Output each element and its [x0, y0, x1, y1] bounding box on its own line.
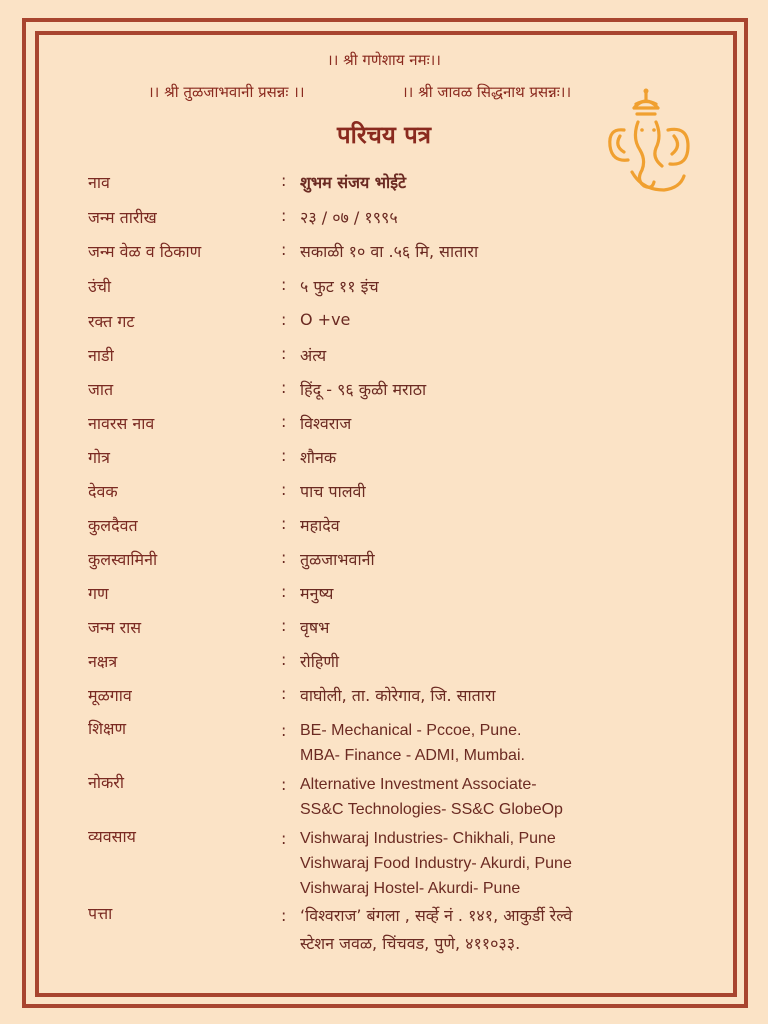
field-separator: : [281, 582, 287, 601]
education-line: BE- Mechanical - Pccoe, Pune. [300, 722, 522, 739]
field-value: महादेव [300, 516, 340, 535]
field-separator: : [281, 275, 287, 294]
business-line: Vishwaraj Industries- Chikhali, Pune [300, 830, 556, 847]
address-line: ‘विश्वराज’ बंगला , सर्व्हे नं . १४१, आकुर्डी रेल्वे [300, 906, 573, 925]
field-value [300, 826, 572, 901]
field-separator: : [281, 310, 287, 329]
field-separator: : [281, 616, 287, 635]
job-line: SS&C Technologies- SS&C GlobeOp [300, 801, 563, 818]
field-value: O +ve [300, 310, 351, 329]
field-label: रक्त गट [88, 312, 135, 331]
field-value: वृषभ [300, 618, 330, 637]
field-value: मनुष्य [300, 584, 334, 603]
blessing-siddhanath: ।। श्री जावळ सिद्धनाथ प्रसन्नः।। [402, 83, 572, 101]
business-line: Vishwaraj Food Industry- Akurdi, Pune [300, 855, 572, 872]
field-label: व्यवसाय [88, 827, 136, 846]
education-line: MBA- Finance - ADMI, Mumbai. [300, 747, 525, 764]
field-separator: : [281, 378, 287, 397]
field-separator: : [281, 344, 287, 363]
field-separator: : [281, 548, 287, 567]
field-value: विश्वराज [300, 414, 352, 433]
field-label: मूळगाव [88, 686, 132, 705]
ganesh-icon [602, 86, 698, 198]
field-value: २३ / ०७ / १९९५ [300, 208, 398, 227]
field-label: पत्ता [88, 904, 113, 923]
field-value: शुभम संजय भोईटे [300, 173, 407, 192]
blessing-tuljabhavani: ।। श्री तुळजाभवानी प्रसन्नः ।। [148, 83, 305, 101]
field-value [300, 772, 563, 822]
field-separator: : [281, 171, 287, 190]
field-value [300, 718, 525, 768]
field-value: रोहिणी [300, 652, 340, 671]
field-separator: : [281, 206, 287, 225]
field-separator: : [281, 412, 287, 431]
field-label: गण [88, 584, 109, 603]
field-value: सकाळी १० वा .५६ मि, सातारा [300, 242, 479, 261]
field-value: अंत्य [300, 346, 327, 365]
field-value: ५ फुट ११ इंच [300, 277, 379, 296]
field-value: पाच पालवी [300, 482, 366, 501]
field-label: नक्षत्र [88, 652, 118, 671]
field-separator: : [281, 650, 287, 669]
field-label: नोकरी [88, 773, 125, 792]
field-label: जन्म वेळ व ठिकाण [88, 242, 202, 261]
blessing-ganesh: ।। श्री गणेशाय नमः।। [327, 51, 441, 69]
field-separator: : [281, 775, 287, 794]
address-line: स्टेशन जवळ, चिंचवड, पुणे, ४११०३३. [300, 934, 521, 953]
field-value: तुळजाभवानी [300, 550, 375, 569]
field-label: उंची [88, 277, 112, 296]
field-value: हिंदू - ९६ कुळी मराठा [300, 380, 427, 399]
field-separator: : [281, 514, 287, 533]
field-separator: : [281, 240, 287, 259]
field-label: जात [88, 380, 114, 399]
field-separator: : [281, 721, 287, 740]
field-label: नाव [88, 173, 110, 192]
field-separator: : [281, 446, 287, 465]
field-label: कुलस्वामिनी [88, 550, 158, 569]
field-label: जन्म रास [88, 618, 142, 637]
field-label: नावरस नाव [88, 414, 155, 433]
field-label: गोत्र [88, 448, 110, 467]
business-line: Vishwaraj Hostel- Akurdi- Pune [300, 880, 521, 897]
field-separator: : [281, 906, 287, 925]
field-label: जन्म तारीख [88, 208, 157, 227]
field-separator: : [281, 829, 287, 848]
field-value: वाघोली, ता. कोरेगाव, जि. सातारा [300, 686, 496, 705]
field-label: शिक्षण [88, 719, 127, 738]
field-label: देवक [88, 482, 118, 501]
field-value [300, 902, 572, 958]
field-label: कुलदैवत [88, 516, 138, 535]
field-label: नाडी [88, 346, 114, 365]
job-line: Alternative Investment Associate- [300, 776, 537, 793]
field-separator: : [281, 684, 287, 703]
field-value: शौनक [300, 448, 337, 467]
field-separator: : [281, 480, 287, 499]
page-title: परिचय पत्र [336, 121, 432, 149]
